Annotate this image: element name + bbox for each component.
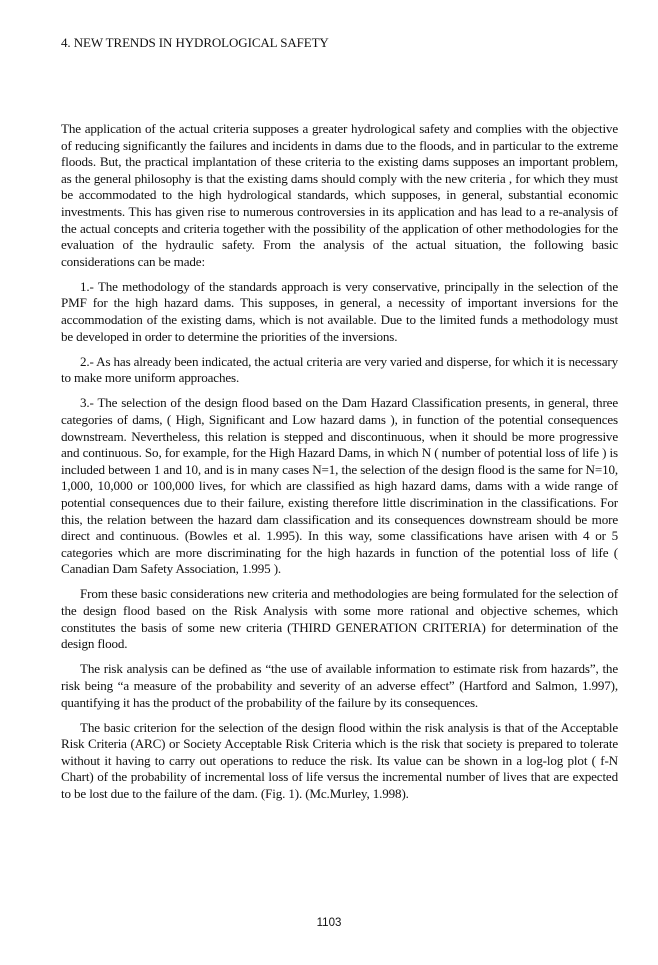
paragraph-consideration-2: 2.- As has already been indicated, the actual criteria are very varied and disperse, for which it is necessary to make more uniform approaches. <box>61 353 618 386</box>
paragraph-consideration-3: 3.- The selection of the design flood based on the Dam Hazard Classification presents, in general, three categories of dams, ( High, Significant and Low hazard dams ), in function of the potential consequences downstream. Nevertheless, this relation is stepped and discontinuous, when it should be more progressive and continuous. So, for example, for the High Hazard Dams, in which N ( number of potential loss of life ) is included between 1 and 10, and is in many cases N=1, the selection of the design flood is the same for N=10, 1,000, 10,000 or 100,000 lives, for which are classified as high hazard dams, dams with a wide range of potential consequences due to their failure, existing therefore little discrimination in the classifications. For this, the relation between the hazard dam classification and its consequences downstream should be more direct and continuous. (Bowles et al. 1.995). In this way, some classifications have arisen with 4 or 5 categories which are more discriminating for the high hazards in function of the potential loss of life ( Canadian Dam Safety Association, 1.995 ). <box>61 395 618 577</box>
paragraph-consideration-1: 1.- The methodology of the standards approach is very conservative, principally in the selection of the PMF for the high hazard dams. This supposes, in general, a necessity of important inversions for the accommodation of the existing dams, which is not available. Due to the limited funds a methodology must be developed in order to determine the priorities of the inversions. <box>61 278 618 344</box>
paragraph-new-criteria: From these basic considerations new criteria and methodologies are being formulated for the selection of the design flood based on the Risk Analysis with some more rational and objective schemes, which constitutes the basis of some new criteria (THIRD GENERATION CRITERIA) for determination of the design flood. <box>61 586 618 652</box>
paragraph-acceptable-risk: The basic criterion for the selection of the design flood within the risk analysis is that of the Acceptable Risk Criteria (ARC) or Society Acceptable Risk Criteria which is the risk that society is prepared to tolerate without it having to carry out operations to reduce the risk. Its value can be shown in a log-log plot ( f-N Chart) of the probability of incremental loss of life versus the incremental number of lives that are expected to be lost due to the failure of the dam. (Fig. 1). (Mc.Murley, 1.998). <box>61 719 618 801</box>
body-text <box>61 121 618 811</box>
page-number: 1103 <box>316 917 342 929</box>
section-heading: 4. NEW TRENDS IN HYDROLOGICAL SAFETY <box>61 35 329 50</box>
paragraph-intro: The application of the actual criteria supposes a greater hydrological safety and complies with the objective of reducing significantly the failures and incidents in dams due to the floods, and in particular to the extreme floods. But, the practical implantation of these criteria to the existing dams supposes an important problem, as the general philosophy is that the existing dams should comply with the new criteria , for which they must be accommodated to the high hydrological standards, which supposes, in general, substantial economic investments. This has given rise to numerous controversies in its application and has lead to a re-analysis of the actual concepts and criteria together with the possibility of the application of other methodologies for the evaluation of the hydraulic safety. From the analysis of the actual situation, the following basic considerations can be made: <box>61 121 618 269</box>
paragraph-risk-analysis: The risk analysis can be defined as “the use of available information to estimate risk from hazards”, the risk being “a measure of the probability and severity of an adverse effect” (Hartford and Salmon, 1.997), quantifying it has the product of the probability of the failure by its consequences. <box>61 661 618 710</box>
